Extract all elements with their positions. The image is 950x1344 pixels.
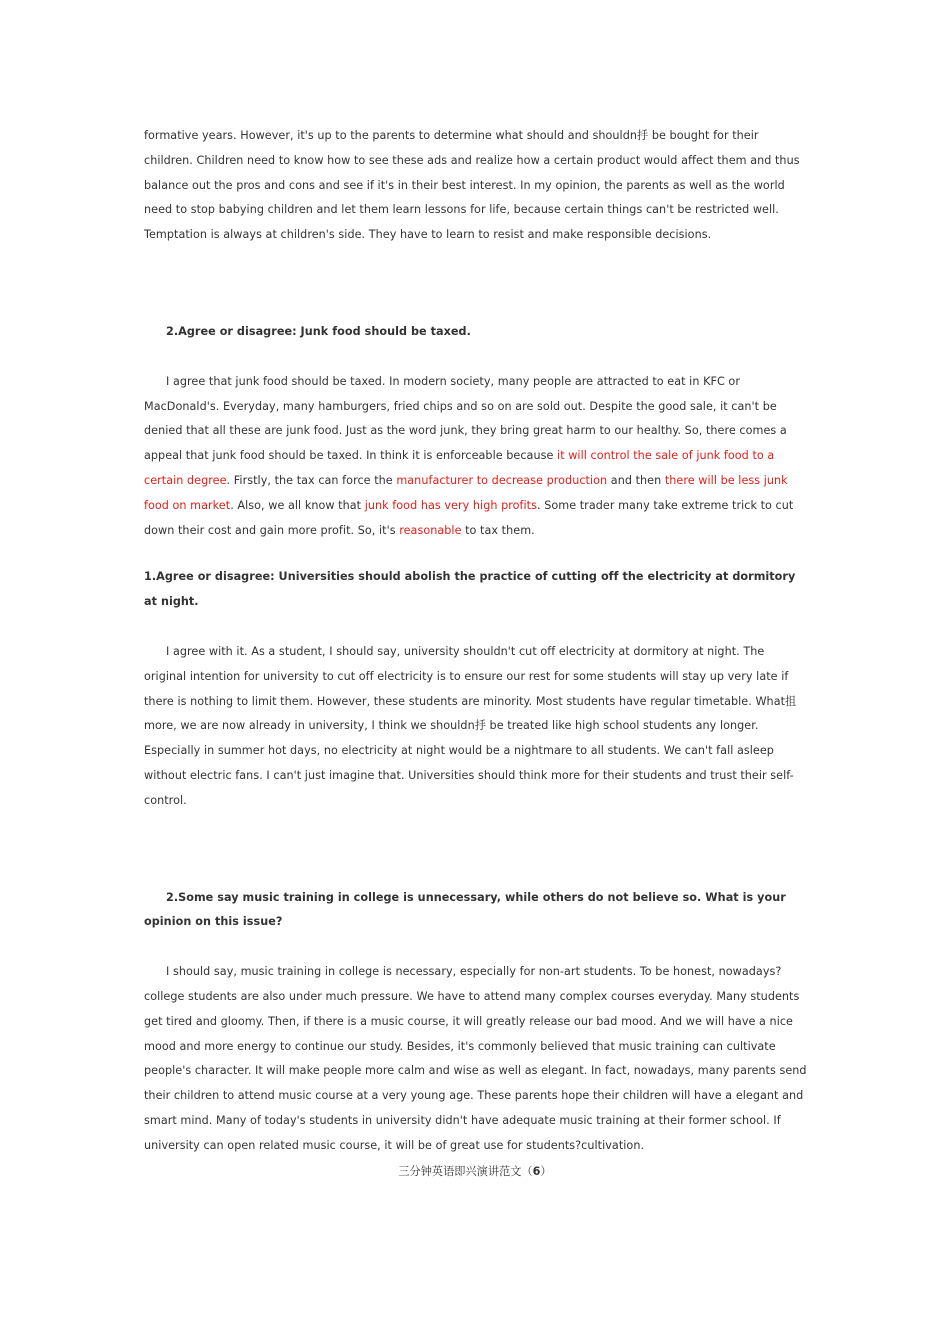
junk-food-heading: 2.Agree or disagree: Junk food should be taxed. bbox=[166, 324, 471, 338]
junk-text-2: . Firstly, the tax can force the bbox=[226, 473, 397, 487]
junk-text-4: . Also, we all know that bbox=[230, 498, 365, 512]
junk-text-6: to tax them. bbox=[461, 523, 535, 537]
junk-highlight-5: reasonable bbox=[399, 523, 462, 537]
footer-close: ） bbox=[540, 1165, 552, 1178]
junk-text-3: and then bbox=[607, 473, 665, 487]
university-heading: 1.Agree or disagree: Universities should abolish the practice of cutting off the electricity at dormitory at night. bbox=[144, 570, 796, 609]
junk-text-1: I agree that junk food should be taxed. In modern society, many people are attracted to eat in KFC or MacDonald's. Everyday, many hamburgers, fried chips and so on are sold out. Despite the good sale, it can't be denied that all these are junk food. Just as the word junk, they bring great harm to our healthy. So, there comes a appeal that junk food should be taxed. In think it is enforceable because bbox=[144, 374, 787, 463]
university-paragraph: I agree with it. As a student, I should say, university shouldn't cut off electricity at dormitory at night. The original intention for university to cut off electricity is to ensure our rest for some students will stay up very late if there is nothing to limit them. However, these students are minority. Most students have regular timetable. What抯 more, we are now already in university, I think we shouldn抙 be treated like high school students any longer. Especially in summer hot days, no electricity at night would be a nightmare to all students. We can't fall asleep without electric fans. I can't just imagine that. Universities should think more for their students and trust their self-control. bbox=[144, 644, 797, 807]
junk-food-paragraph bbox=[144, 370, 810, 544]
music-heading: 2.Some say music training in college is unnecessary, while others do not believe so. What is your opinion on this issue? bbox=[144, 890, 786, 929]
document-body bbox=[144, 124, 810, 1159]
footer-number: 6 bbox=[532, 1165, 541, 1178]
junk-highlight-3: there will be less junk food on market bbox=[144, 473, 788, 512]
junk-highlight-4: junk food has very high profits bbox=[364, 498, 537, 512]
junk-highlight-2: manufacturer to decrease production bbox=[396, 473, 608, 487]
junk-text-5: . Some trader many take extreme trick to cut down their cost and gain more profit. So, it's bbox=[144, 498, 794, 537]
intro-paragraph: formative years. However, it's up to the parents to determine what should and shouldn抙 be bought for their children. Children need to know how to see these ads and realize how a certain product would affect them and thus balance out the pros and cons and see if it's in their best interest. In my opinion, the parents as well as the world need to stop babying children and let them learn lessons for life, because certain things can't be restricted well. Temptation is always at children's side. They have to learn to resist and make responsible decisions. bbox=[144, 129, 800, 242]
footer-title: 三分钟英语即兴演讲范文（ bbox=[398, 1165, 533, 1178]
page-footer bbox=[0, 1160, 950, 1184]
junk-highlight-1: it will control the sale of junk food to a certain degree bbox=[144, 449, 775, 487]
music-paragraph: I should say, music training in college is necessary, especially for non-art students. To be honest, nowadays?college students are also under much pressure. We have to attend many complex courses everyday. Many students get tired and gloomy. Then, if there is a music course, it will greatly release our bad mood. And we will have a nice mood and more energy to continue our study. Besides, it's commonly believed that music training can cultivate people's character. It will make people more calm and wise as well as elegant. In fact, nowadays, many parents send their children to attend music course at a very young age. These parents hope their children will have a elegant and smart mind. Many of today's students in university didn't have adequate music training at their former school. If university can open related music course, it will be of great use for students?cultivation. bbox=[144, 965, 807, 1152]
